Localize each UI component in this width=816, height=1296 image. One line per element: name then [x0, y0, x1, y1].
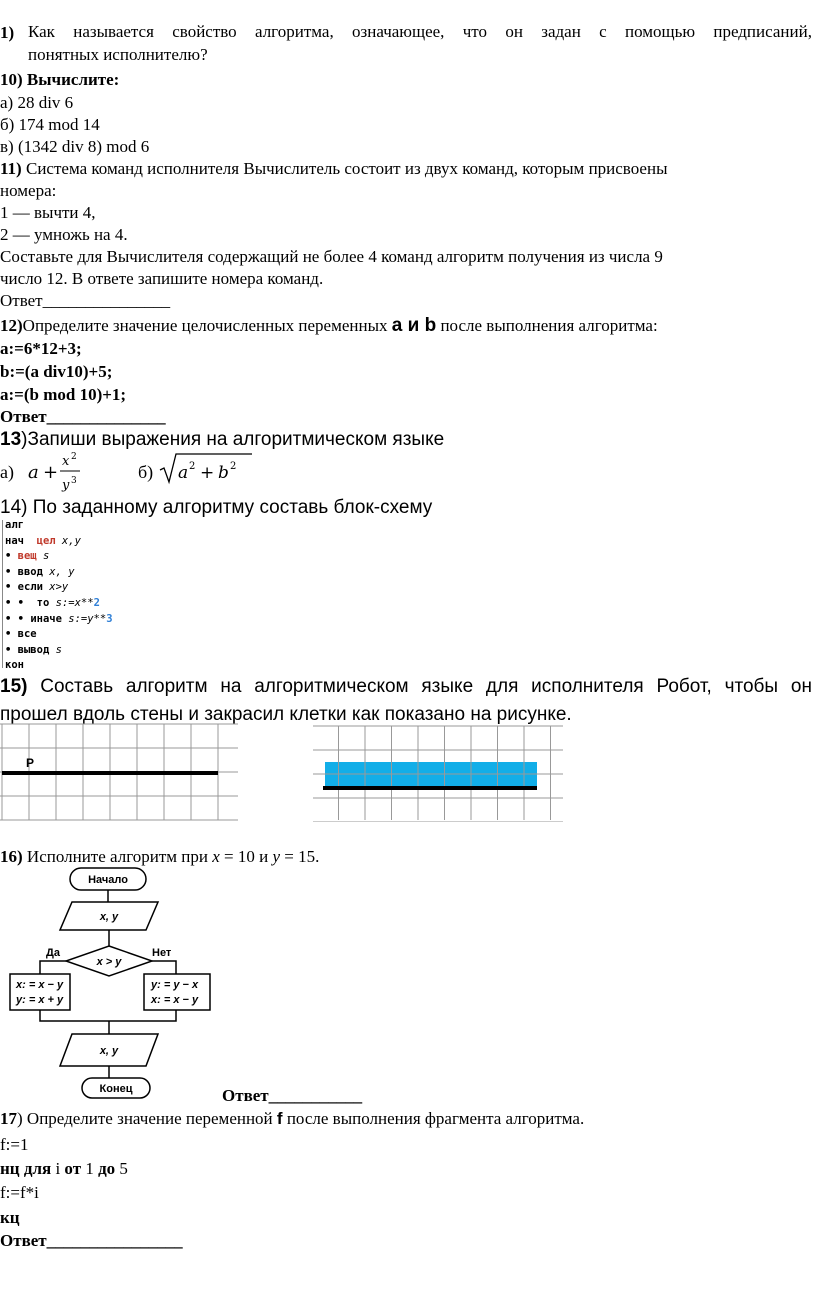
q1-line2: понятных исполнителю?	[28, 45, 208, 64]
svg-text:a: a	[178, 463, 189, 483]
q14-code	[5, 518, 113, 674]
q10-title: 10) Вычислите:	[0, 70, 120, 89]
q16-text: Исполните алгоритм при	[22, 847, 213, 866]
q16-y: y	[272, 847, 281, 866]
word: называется	[73, 22, 154, 41]
q17-text: ) Определите значение переменной	[17, 1109, 277, 1128]
q12-text2: после выполнения алгоритма:	[436, 316, 658, 335]
svg-text:y: y	[62, 478, 70, 493]
kw-do: до	[98, 1159, 116, 1178]
q17-code1: f:=1	[0, 1135, 29, 1154]
q11-number: 11)	[0, 159, 22, 178]
q16-answer: Ответ___________	[222, 1086, 363, 1105]
code-dot: •	[5, 581, 12, 594]
code-vyvod: вывод	[17, 643, 50, 656]
q13-b-label: б)	[138, 462, 154, 482]
code-dot: •	[5, 643, 12, 656]
fc-yes-label: Да	[46, 947, 60, 959]
code-to-expr: s:=x**	[55, 596, 94, 609]
q15-line2: прошел вдоль стены и закрасил клетки как показано на рисунке.	[0, 704, 572, 725]
fc-condition-label: x > y	[96, 956, 122, 968]
code-dot: •	[5, 612, 12, 625]
q17-i: i	[51, 1159, 65, 1178]
q11-line2: номера:	[0, 181, 57, 200]
fc-right-line2: x: = x − y	[151, 994, 199, 1006]
svg-text:2: 2	[71, 452, 77, 462]
q11-answer: Ответ_______________	[0, 291, 171, 310]
q12-line	[0, 315, 658, 337]
code-inache: иначе	[30, 612, 62, 625]
code-nach: нач	[5, 534, 24, 547]
svg-text:2: 2	[189, 461, 196, 472]
word: алгоритм	[125, 676, 208, 697]
code-cond: x>y	[49, 581, 69, 594]
code-dot: •	[5, 596, 12, 609]
q17-kc: кц	[0, 1208, 20, 1227]
svg-text:2: 2	[230, 461, 237, 472]
q16-eq2: = 15.	[280, 847, 320, 866]
q17-code2	[0, 1158, 128, 1180]
code-to-pow: 2	[93, 596, 100, 609]
q12-number: 12)	[0, 316, 23, 335]
q11-line3: Составьте для Вычислителя содержащий не более 4 команд алгоритм получения из числа 9	[0, 247, 663, 266]
q15-line1	[0, 676, 812, 698]
code-vvod: ввод	[17, 565, 43, 578]
code-dot: •	[5, 550, 12, 563]
q13-number: 13	[0, 429, 22, 450]
q17-code3: f:=f*i	[0, 1183, 39, 1202]
fc-no-label: Нет	[152, 947, 172, 959]
fc-right-line1: y: = y − x	[151, 979, 199, 991]
q10-b: б) 174 mod 14	[0, 115, 100, 134]
code-dot: •	[5, 565, 12, 578]
code-vvod-args: x, y	[49, 565, 75, 578]
code-gutter-line	[2, 520, 3, 668]
q17-answer: Ответ________________	[0, 1231, 183, 1250]
svg-text:b: b	[218, 463, 229, 483]
robot-field-result	[313, 724, 565, 822]
code-vesh: вещ	[17, 550, 37, 563]
word: алгоритма,	[255, 22, 334, 41]
svg-text:+: +	[43, 462, 59, 483]
word: на	[220, 676, 242, 697]
word: задан	[541, 22, 581, 41]
word: Как	[28, 22, 55, 41]
q12-vars: a и b	[391, 315, 437, 336]
fc-output-label: x, y	[99, 1045, 119, 1057]
q13-formula-a	[24, 448, 94, 496]
code-kon: кон	[5, 659, 24, 672]
fc-end-label: Конец	[99, 1083, 133, 1095]
q16-x: x	[212, 847, 220, 866]
q12-code1: a:=6*12+3;	[0, 339, 82, 358]
code-esli: если	[17, 581, 43, 594]
code-to: то	[36, 596, 50, 609]
q17-five: 5	[115, 1159, 128, 1178]
word: он	[790, 676, 812, 697]
fc-left-line1: x: = x − y	[16, 979, 64, 991]
q11-cmd2: 2 — умножь на 4.	[0, 225, 128, 244]
q1-line1	[28, 22, 812, 42]
word: Робот,	[656, 676, 712, 697]
q10-a: а) 28 div 6	[0, 93, 74, 112]
kw-ot: от	[64, 1159, 82, 1178]
q16-eq1: = 10 и	[219, 847, 273, 866]
q14-title: 14) По заданному алгоритму составь блок-схему	[0, 497, 433, 518]
svg-text:+: +	[200, 463, 215, 483]
q13-text: )Запиши выражения на алгоритмическом языке	[21, 429, 445, 450]
word: он	[505, 22, 523, 41]
word: помощью	[624, 22, 696, 41]
q17-number: 17	[0, 1109, 17, 1128]
q12-text: Определите значение целочисленных переменных	[22, 316, 392, 335]
code-inache-expr: s:=y**	[68, 612, 107, 625]
word: Составь	[40, 676, 114, 697]
q1-number: 1)	[0, 23, 15, 42]
word: свойство	[172, 22, 237, 41]
flowchart	[0, 864, 220, 1102]
kw-nc: нц для	[0, 1159, 52, 1178]
fc-left-line2: y: = x + y	[16, 994, 64, 1006]
word: с	[599, 22, 607, 41]
q13-a-label: а)	[0, 462, 14, 482]
word: исполнителя	[531, 676, 644, 697]
word: чтобы	[724, 676, 779, 697]
fc-input-label: x, y	[99, 911, 119, 923]
code-dot: •	[17, 612, 24, 625]
code-dot: •	[17, 596, 24, 609]
q11-cmd1: 1 — вычти 4,	[0, 203, 96, 222]
robot-marker: Р	[26, 756, 35, 770]
word: предписаний,	[713, 22, 812, 41]
code-cel: цел	[36, 534, 56, 547]
word: для	[485, 676, 519, 697]
code-dot: •	[5, 628, 12, 641]
q17-one: 1	[81, 1159, 99, 1178]
q16-number: 16)	[0, 847, 23, 866]
svg-text:3: 3	[71, 476, 77, 486]
code-s: s	[42, 550, 50, 563]
code-alg: алг	[5, 519, 24, 531]
q12-answer: Ответ______________	[0, 407, 166, 426]
q13-formula-b	[158, 450, 258, 486]
fc-start-label: Начало	[88, 874, 128, 886]
q11-line1	[0, 158, 668, 180]
q17-line	[0, 1108, 584, 1130]
q12-code3: a:=(b mod 10)+1;	[0, 385, 127, 404]
q10-c: в) (1342 div 8) mod 6	[0, 137, 150, 156]
q11-line4: число 12. В ответе запишите номера команд.	[0, 269, 324, 288]
word: алгоритмическом	[254, 676, 409, 697]
q11-text: Система команд исполнителя Вычислитель состоит из двух команд, которым присвоены	[21, 159, 668, 178]
code-inache-pow: 3	[106, 612, 113, 625]
q17-f: f	[276, 1109, 283, 1128]
svg-text:x: x	[62, 454, 70, 469]
q15-number: 15)	[0, 676, 28, 697]
robot-field-initial	[0, 722, 240, 822]
svg-text:a: a	[28, 462, 39, 483]
word: языке	[421, 676, 474, 697]
word: означающее,	[352, 22, 445, 41]
code-s: s	[55, 643, 62, 656]
q17-text2: после выполнения фрагмента алгоритма.	[282, 1109, 585, 1128]
q12-code2: b:=(a div10)+5;	[0, 362, 113, 381]
code-xy: x,y	[61, 534, 81, 547]
code-vse: все	[17, 628, 37, 641]
word: что	[462, 22, 487, 41]
